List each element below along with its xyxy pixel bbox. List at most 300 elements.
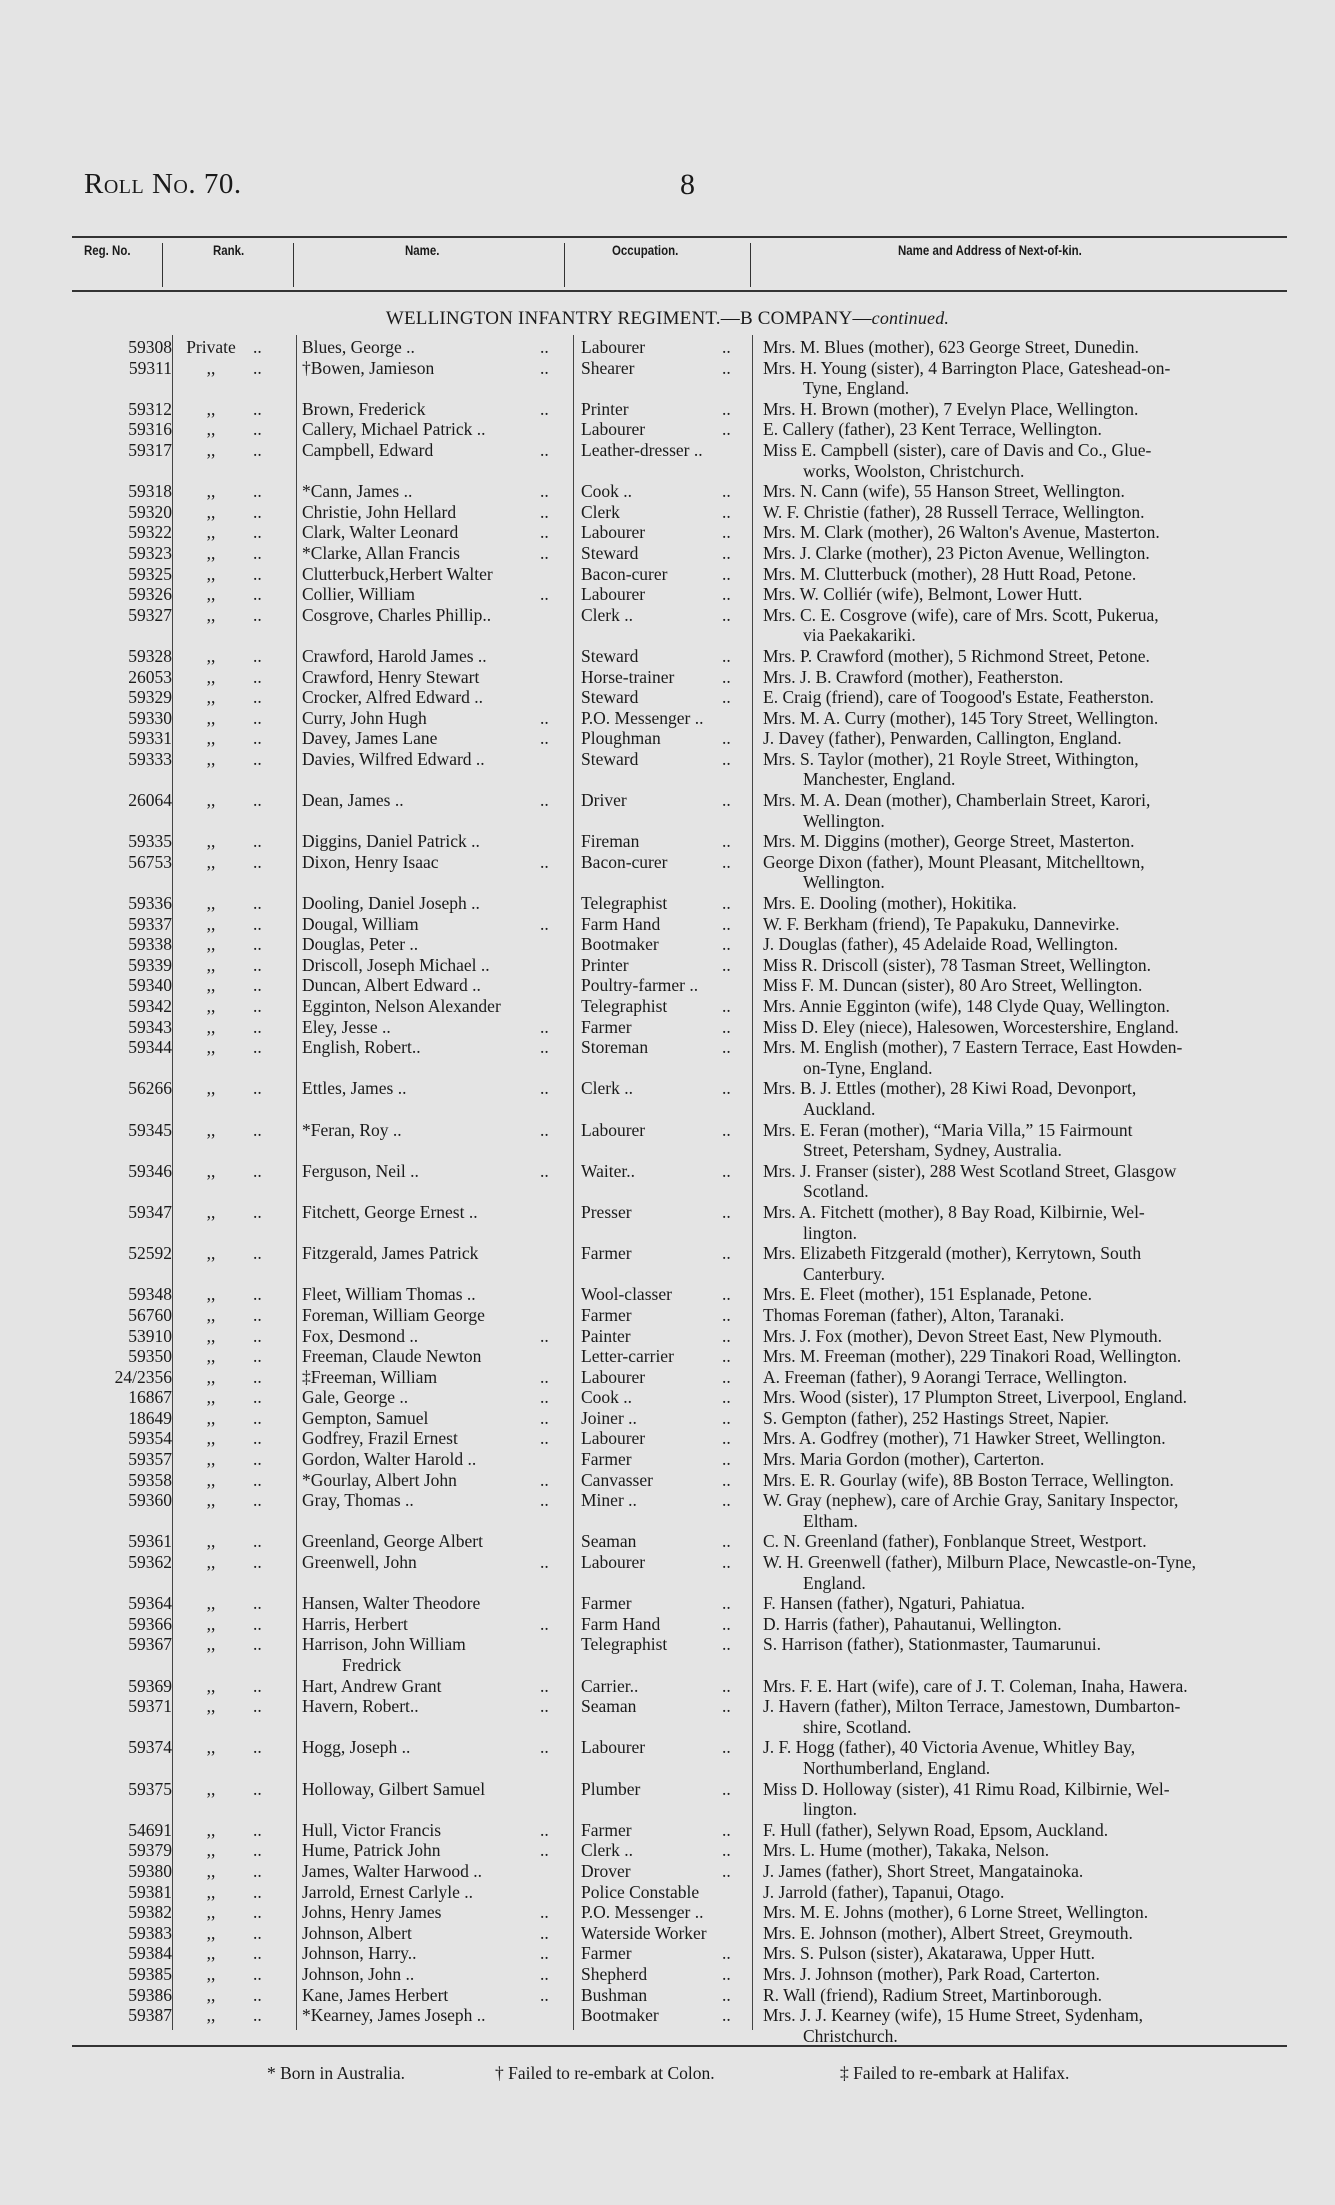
col-divider: [293, 243, 294, 287]
soldier-name-text: Gordon, Walter Harold ..: [302, 1449, 477, 1470]
reg-no: 59342: [128, 996, 172, 1016]
rank: ,,: [206, 1902, 216, 1923]
table-row: [0, 975, 1335, 996]
soldier-name-text: Dean, James ..: [302, 790, 404, 811]
reg-no: 24/2356: [114, 1366, 172, 1387]
next-of-kin: [763, 1593, 1311, 1614]
rank-leader: ..: [253, 1078, 262, 1099]
next-of-kin: [763, 893, 1311, 914]
occupation: Ploughman: [581, 728, 661, 749]
next-of-kin-line: J. Jarrold (father), Tapanui, Otago.: [763, 1881, 1005, 1902]
soldier-name-text: †Bowen, Jamieson: [302, 357, 435, 378]
reg-no: 59374: [128, 1737, 172, 1758]
reg-no: 59360: [128, 1490, 172, 1511]
occupation-leader: ..: [722, 666, 731, 687]
next-of-kin-line: D. Harris (father), Pahautanui, Wellington.: [763, 1613, 1062, 1634]
rank: ,,: [206, 645, 216, 666]
reg-no: 59382: [128, 1902, 172, 1923]
reg-no: 59343: [128, 1016, 172, 1037]
soldier-name: [302, 1490, 557, 1511]
soldier-name: [302, 1840, 557, 1861]
soldier-name: [302, 667, 557, 688]
soldier-name-text: Gale, George ..: [302, 1387, 409, 1408]
occupation: Waiter..: [581, 1160, 635, 1181]
rank-leader: ..: [253, 934, 262, 955]
soldier-name-text: Cosgrove, Charles Phillip..: [302, 604, 492, 625]
rank-leader: ..: [253, 1016, 262, 1037]
rank: ,,: [206, 1737, 216, 1758]
rank-leader: ..: [253, 1037, 262, 1058]
next-of-kin-continued: England.: [803, 1572, 866, 1593]
name-leader: ..: [540, 1737, 549, 1758]
reg-no: 59364: [128, 1593, 172, 1614]
rank-leader: ..: [253, 1984, 262, 2005]
name-leader: ..: [540, 337, 549, 357]
rank: ,,: [206, 1243, 216, 1264]
rank: ,,: [206, 584, 216, 605]
table-row: [0, 399, 1335, 420]
reg-no: 59339: [128, 954, 172, 975]
table-row: [0, 1428, 1335, 1449]
soldier-name-text: Freeman, Claude Newton: [302, 1346, 482, 1367]
occupation: P.O. Messenger ..: [581, 1902, 704, 1923]
table-row: [0, 1779, 1335, 1820]
occupation: Farmer: [581, 1593, 632, 1614]
rank: ,,: [206, 1160, 216, 1181]
soldier-name-text: Kane, James Herbert: [302, 1984, 449, 2005]
table-row: [0, 687, 1335, 708]
soldier-name: [302, 975, 557, 996]
soldier-name-text: *Feran, Roy ..: [302, 1119, 402, 1140]
occupation: Seaman: [581, 1696, 637, 1717]
rank-leader: ..: [253, 996, 262, 1016]
occupation: Bootmaker: [581, 934, 659, 955]
next-of-kin: [763, 481, 1311, 502]
next-of-kin-continued: Northumberland, England.: [803, 1757, 991, 1778]
rank: ,,: [206, 831, 216, 852]
col-next-of-kin: Name and Address of Next-of-kin.: [898, 243, 1082, 258]
soldier-name-text: Johnson, Harry..: [302, 1943, 417, 1964]
rank: ,,: [206, 439, 216, 460]
next-of-kin-continued: Auckland.: [803, 1098, 876, 1119]
reg-no: 59357: [128, 1449, 172, 1470]
next-of-kin-line: Mrs. F. E. Hart (wife), care of J. T. Coleman, Inaha, Hawera.: [763, 1675, 1188, 1696]
table-row: [0, 934, 1335, 955]
occupation: Labourer: [581, 1737, 646, 1758]
occupation-leader: ..: [722, 1819, 731, 1840]
next-of-kin-line: E. Craig (friend), care of Toogood's Estate, Featherston.: [763, 687, 1154, 708]
soldier-name: [302, 1428, 557, 1449]
name-leader: ..: [540, 1696, 549, 1717]
name-leader: ..: [540, 1407, 549, 1428]
occupation-leader: ..: [722, 645, 731, 666]
soldier-name-text: Foreman, William George: [302, 1304, 485, 1325]
rank: ,,: [206, 1943, 216, 1964]
soldier-name-text: Gray, Thomas ..: [302, 1490, 414, 1511]
occupation-leader: ..: [722, 563, 731, 584]
rank: ,,: [206, 893, 216, 914]
table-row: [0, 1737, 1335, 1778]
soldier-name: [302, 1367, 557, 1388]
table-row: [0, 584, 1335, 605]
table-row: [0, 955, 1335, 976]
soldier-name: [302, 1017, 557, 1038]
name-leader: ..: [540, 1675, 549, 1696]
soldier-name-text: Johnson, Albert: [302, 1922, 412, 1943]
soldier-name-text: Blues, George ..: [302, 337, 415, 357]
rank-leader: ..: [253, 1860, 262, 1881]
rank-leader: ..: [253, 1963, 262, 1984]
name-leader: ..: [540, 1819, 549, 1840]
rank: ,,: [206, 1325, 216, 1346]
table-row: [0, 1820, 1335, 1841]
occupation: Farmer: [581, 1449, 632, 1470]
table-row: [0, 708, 1335, 729]
next-of-kin: [763, 914, 1311, 935]
rank-leader: ..: [253, 1613, 262, 1634]
table-row: [0, 2005, 1335, 2046]
reg-no: 59325: [128, 563, 172, 584]
name-leader: ..: [540, 398, 549, 419]
name-leader: ..: [540, 1037, 549, 1058]
rank-leader: ..: [253, 831, 262, 852]
reg-no: 59369: [128, 1675, 172, 1696]
reg-no: 59386: [128, 1984, 172, 2005]
occupation: Telegraphist: [581, 996, 668, 1016]
next-of-kin: [763, 1346, 1311, 1367]
name-leader: ..: [540, 481, 549, 502]
rank: ,,: [206, 707, 216, 728]
reg-no: 59354: [128, 1428, 172, 1449]
soldier-name: [302, 358, 557, 379]
col-occupation: Occupation.: [612, 243, 679, 258]
soldier-name-text: Dooling, Daniel Joseph ..: [302, 893, 480, 914]
soldier-name-text: Davies, Wilfred Edward ..: [302, 748, 485, 769]
next-of-kin-line: F. Hull (father), Selywn Road, Epsom, Auckland.: [763, 1819, 1109, 1840]
soldier-name-text: Clark, Walter Leonard: [302, 522, 459, 543]
soldier-name-text: Christie, John Hellard: [302, 501, 457, 522]
soldier-name-text: Crawford, Henry Stewart: [302, 666, 480, 687]
rank-leader: ..: [253, 1346, 262, 1367]
next-of-kin: [763, 1037, 1311, 1078]
reg-no: 26064: [128, 790, 172, 811]
section-title: [0, 308, 1335, 330]
table-row: [0, 1861, 1335, 1882]
rank-leader: ..: [253, 522, 262, 543]
next-of-kin: [763, 1078, 1311, 1119]
occupation-leader: ..: [722, 1428, 731, 1449]
next-of-kin: [763, 1861, 1311, 1882]
table-row: [0, 1676, 1335, 1697]
rank: ,,: [206, 1963, 216, 1984]
next-of-kin: [763, 337, 1311, 358]
rank: ,,: [206, 790, 216, 811]
name-leader: ..: [540, 1902, 549, 1923]
rank: ,,: [206, 1346, 216, 1367]
next-of-kin-line: W. Gray (nephew), care of Archie Gray, Sanitary Inspector,: [763, 1490, 1179, 1511]
occupation: Driver: [581, 790, 627, 811]
soldier-name: [302, 1202, 557, 1223]
soldier-name-continued: Fredrick: [342, 1655, 402, 1675]
occupation: Carrier..: [581, 1675, 639, 1696]
next-of-kin-line: Miss E. Campbell (sister), care of Davis and Co., Glue-: [763, 439, 1152, 460]
rank-leader: ..: [253, 1490, 262, 1511]
soldier-name-text: *Clarke, Allan Francis: [302, 542, 460, 563]
table-row: [0, 1367, 1335, 1388]
next-of-kin-line: Mrs. J. Clarke (mother), 23 Picton Avenue, Wellington.: [763, 542, 1150, 563]
rank-leader: ..: [253, 1201, 262, 1222]
reg-no: 59320: [128, 501, 172, 522]
rank: ,,: [206, 1634, 216, 1655]
reg-no: 59335: [128, 831, 172, 852]
occupation: Printer: [581, 954, 629, 975]
reg-no: 59323: [128, 542, 172, 563]
soldier-name: [302, 502, 557, 523]
table-row: [0, 1614, 1335, 1635]
col-rank: Rank.: [213, 243, 245, 258]
reg-no: 59381: [128, 1881, 172, 1902]
rank: ,,: [206, 1387, 216, 1408]
rank-leader: ..: [253, 1387, 262, 1408]
soldier-name: [302, 419, 557, 440]
occupation-leader: ..: [722, 1552, 731, 1573]
soldier-name: [302, 1552, 557, 1573]
table-row: [0, 1326, 1335, 1347]
occupation-leader: ..: [722, 1387, 731, 1408]
next-of-kin-line: Mrs. M. A. Dean (mother), Chamberlain Street, Karori,: [763, 790, 1151, 811]
reg-no: 59327: [128, 604, 172, 625]
reg-no: 59346: [128, 1160, 172, 1181]
table-row: [0, 1161, 1335, 1202]
occupation-leader: ..: [722, 1634, 731, 1655]
next-of-kin-continued: shire, Scotland.: [803, 1716, 912, 1737]
next-of-kin: [763, 1696, 1311, 1737]
soldier-name: [302, 1882, 557, 1903]
rank-leader: ..: [253, 1531, 262, 1552]
rank-leader: ..: [253, 419, 262, 440]
occupation: Bushman: [581, 1984, 648, 2005]
occupation: Plumber: [581, 1778, 641, 1799]
rank-leader: ..: [253, 954, 262, 975]
table-row: [0, 1634, 1335, 1675]
soldier-name-text: Callery, Michael Patrick ..: [302, 419, 486, 440]
next-of-kin: [763, 831, 1311, 852]
reg-no: 59371: [128, 1696, 172, 1717]
name-leader: ..: [540, 522, 549, 543]
next-of-kin-continued: Wellington.: [803, 872, 885, 893]
name-leader: ..: [540, 1490, 549, 1511]
occupation: Painter: [581, 1325, 631, 1346]
soldier-name-text: Driscoll, Joseph Michael ..: [302, 954, 490, 975]
table-row: [0, 1490, 1335, 1531]
rank: ,,: [206, 1840, 216, 1861]
next-of-kin: [763, 1367, 1311, 1388]
reg-no: 59336: [128, 893, 172, 914]
soldier-name: [302, 1387, 557, 1408]
soldier-name-text: *Cann, James ..: [302, 481, 413, 502]
soldier-name-text: Ettles, James ..: [302, 1078, 407, 1099]
rank-leader: ..: [253, 913, 262, 934]
next-of-kin-line: S. Gempton (father), 252 Hastings Street, Napier.: [763, 1407, 1110, 1428]
occupation: Clerk: [581, 501, 620, 522]
reg-no: 59326: [128, 584, 172, 605]
next-of-kin-line: Mrs. M. Blues (mother), 623 George Street, Dunedin.: [763, 337, 1139, 357]
next-of-kin: [763, 419, 1311, 440]
next-of-kin: [763, 975, 1311, 996]
header-bottom-rule: [72, 290, 1287, 292]
next-of-kin-line: Mrs. Elizabeth Fitzgerald (mother), Kerrytown, South: [763, 1243, 1142, 1264]
table-row: [0, 605, 1335, 646]
soldier-name-text: Dougal, William: [302, 913, 419, 934]
next-of-kin-continued: Canterbury.: [803, 1263, 885, 1284]
occupation: Labourer: [581, 1552, 646, 1573]
next-of-kin-continued: via Paekakariki.: [803, 625, 916, 646]
name-leader: ..: [540, 728, 549, 749]
rank: ,,: [206, 728, 216, 749]
name-leader: ..: [540, 1469, 549, 1490]
next-of-kin: [763, 1017, 1311, 1038]
next-of-kin: [763, 1614, 1311, 1635]
rank: ,,: [206, 1696, 216, 1717]
rank: ,,: [206, 1778, 216, 1799]
name-leader: ..: [540, 1840, 549, 1861]
footnote-halifax: ‡ Failed to re-embark at Halifax.: [840, 2063, 1070, 2083]
table-row: [0, 667, 1335, 688]
next-of-kin-line: Miss D. Holloway (sister), 41 Rimu Road, Kilbirnie, Wel-: [763, 1778, 1170, 1799]
rank: ,,: [206, 542, 216, 563]
next-of-kin-line: Mrs. A. Godfrey (mother), 71 Hawker Street, Wellington.: [763, 1428, 1166, 1449]
next-of-kin: [763, 1676, 1311, 1697]
table-row: [0, 1449, 1335, 1470]
next-of-kin-line: Mrs. Wood (sister), 17 Plumpton Street, Liverpool, England.: [763, 1387, 1188, 1408]
name-leader: ..: [540, 542, 549, 563]
rank-leader: ..: [253, 398, 262, 419]
table-row: [0, 1387, 1335, 1408]
name-leader: ..: [540, 584, 549, 605]
soldier-name-text: Greenland, George Albert: [302, 1531, 483, 1552]
rank: ,,: [206, 1531, 216, 1552]
reg-no: 59317: [128, 439, 172, 460]
soldier-name: [302, 1779, 557, 1800]
occupation: Wool-classer: [581, 1284, 672, 1305]
occupation: Horse-trainer: [581, 666, 675, 687]
occupation: Drover: [581, 1860, 631, 1881]
footnote-born-australia: * Born in Australia.: [267, 2063, 406, 2083]
rank: ,,: [206, 934, 216, 955]
next-of-kin-line: Mrs. J. J. Kearney (wife), 15 Hume Street, Sydenham,: [763, 2005, 1144, 2026]
rank: ,,: [206, 1593, 216, 1614]
next-of-kin-line: Miss D. Eley (niece), Halesowen, Worcestershire, England.: [763, 1016, 1179, 1037]
occupation: Farmer: [581, 1304, 632, 1325]
rank-leader: ..: [253, 604, 262, 625]
soldier-name: [302, 1943, 557, 1964]
name-leader: ..: [540, 1078, 549, 1099]
reg-no: 59361: [128, 1531, 172, 1552]
occupation: Steward: [581, 687, 639, 708]
rank-leader: ..: [253, 687, 262, 708]
table-row: [0, 893, 1335, 914]
rank: ,,: [206, 1407, 216, 1428]
rank-leader: ..: [253, 851, 262, 872]
occupation-leader: ..: [722, 1016, 731, 1037]
soldier-name-text: Fitchett, George Ernest ..: [302, 1201, 478, 1222]
rank-leader: ..: [253, 563, 262, 584]
occupation: Farmer: [581, 1243, 632, 1264]
rank-leader: ..: [253, 1469, 262, 1490]
rank: ,,: [206, 1449, 216, 1470]
soldier-name: [302, 790, 557, 811]
occupation: Joiner ..: [581, 1407, 637, 1428]
occupation: Labourer: [581, 584, 646, 605]
reg-no: 59367: [128, 1634, 172, 1655]
occupation-leader: ..: [722, 419, 731, 440]
next-of-kin-line: Mrs. M. Clutterbuck (mother), 28 Hutt Road, Petone.: [763, 563, 1137, 584]
next-of-kin: [763, 1531, 1311, 1552]
next-of-kin: [763, 1202, 1311, 1243]
rank-leader: ..: [253, 790, 262, 811]
next-of-kin-line: Mrs. B. J. Ettles (mother), 28 Kiwi Road, Devonport,: [763, 1078, 1137, 1099]
occupation: Bacon-curer: [581, 563, 668, 584]
next-of-kin-line: C. N. Greenland (father), Fonblanque Street, Westport.: [763, 1531, 1147, 1552]
table-row: [0, 1470, 1335, 1491]
rank: ,,: [206, 604, 216, 625]
soldier-name: [302, 1531, 557, 1552]
next-of-kin-line: J. Douglas (father), 45 Adelaide Road, Wellington.: [763, 934, 1118, 955]
reg-no: 56760: [128, 1304, 172, 1325]
table-row: [0, 1284, 1335, 1305]
soldier-name: [302, 914, 557, 935]
occupation-leader: ..: [722, 584, 731, 605]
next-of-kin-line: F. Hansen (father), Ngaturi, Pahiatua.: [763, 1593, 1025, 1614]
soldier-name: [302, 399, 557, 420]
next-of-kin-continued: Eltham.: [803, 1510, 858, 1531]
next-of-kin-continued: Tyne, England.: [803, 378, 910, 399]
reg-no: 56753: [128, 851, 172, 872]
rank: ,,: [206, 1284, 216, 1305]
soldier-name-text: Hume, Patrick John: [302, 1840, 441, 1861]
soldier-name: [302, 584, 557, 605]
occupation: Steward: [581, 542, 639, 563]
occupation: Steward: [581, 748, 639, 769]
soldier-name-text: Havern, Robert..: [302, 1696, 419, 1717]
reg-no: 59316: [128, 419, 172, 440]
occupation-leader: ..: [722, 728, 731, 749]
soldier-name-text: Brown, Frederick: [302, 398, 426, 419]
occupation: Poultry-farmer ..: [581, 975, 699, 996]
soldier-name: [302, 646, 557, 667]
occupation: Labourer: [581, 337, 646, 357]
next-of-kin-continued: Manchester, England.: [803, 769, 956, 790]
next-of-kin: [763, 687, 1311, 708]
rank: ,,: [206, 1428, 216, 1449]
rank: ,,: [206, 954, 216, 975]
name-leader: ..: [540, 790, 549, 811]
table-row: [0, 996, 1335, 1017]
soldier-name: [302, 1634, 557, 1675]
next-of-kin: [763, 358, 1311, 399]
rank-leader: ..: [253, 1428, 262, 1449]
soldier-name-text: Jarrold, Ernest Carlyle ..: [302, 1881, 474, 1902]
rank: ,,: [206, 1675, 216, 1696]
next-of-kin: [763, 399, 1311, 420]
next-of-kin: [763, 1470, 1311, 1491]
rank-leader: ..: [253, 1407, 262, 1428]
name-leader: ..: [540, 501, 549, 522]
table-row: [0, 1985, 1335, 2006]
rank-leader: ..: [253, 728, 262, 749]
next-of-kin-line: Mrs. H. Brown (mother), 7 Evelyn Place, Wellington.: [763, 398, 1139, 419]
next-of-kin: [763, 1820, 1311, 1841]
